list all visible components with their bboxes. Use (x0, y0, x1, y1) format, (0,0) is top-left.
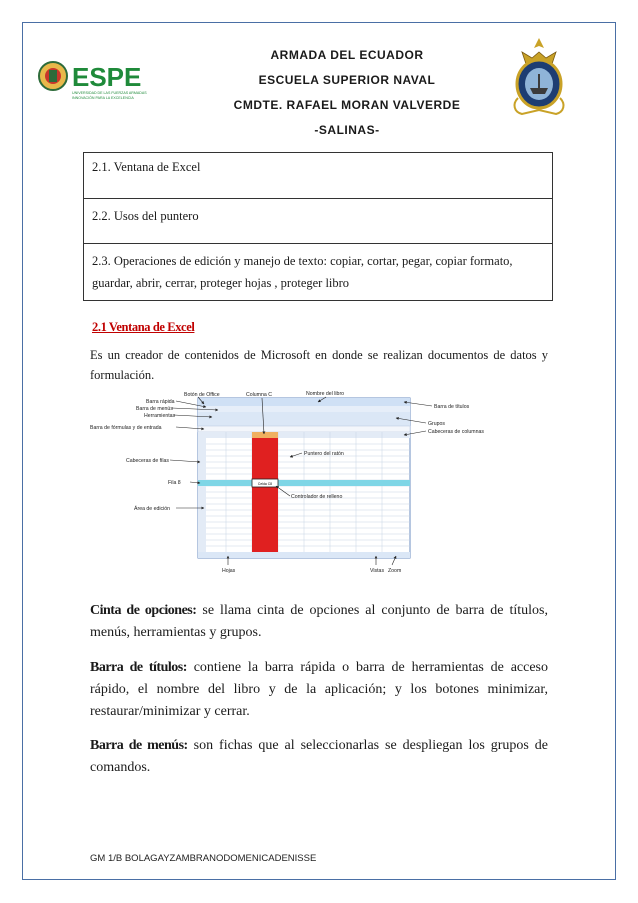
text-ribbon: se llama cinta de opciones al conjunto de barra de títulos, menús, herramientas y grupos. (90, 603, 548, 640)
header-line-4: -SALINAS- (314, 123, 380, 137)
toc-item: 2.1. Ventana de Excel (84, 153, 553, 199)
label-office-button: Botón de Office (184, 392, 220, 398)
paragraph-ribbon (90, 600, 548, 644)
label-zoom: Zoom (388, 568, 402, 574)
label-groups: Grupos (428, 421, 446, 427)
espe-subtitle-1: UNIVERSIDAD DE LAS FUERZAS ARMADAS (72, 91, 147, 95)
cell-label: Celda C8 (257, 482, 273, 486)
label-column-c: Columna C (246, 392, 272, 398)
paragraph-title-bar (90, 657, 548, 723)
label-menu-bar: Barra de menús (136, 406, 173, 412)
text-menu-bar: son fichas que al seleccionarlas se despliegan los grupos de comandos. (90, 738, 548, 775)
footer: GM 1/B BOLAGAYZAMBRANODOMENICADENISSE (90, 853, 317, 864)
paragraph-menu-bar (90, 735, 548, 779)
term-ribbon: Cinta de opciones: (90, 603, 197, 618)
label-book-name: Nombre del libro (306, 391, 345, 397)
term-menu-bar: Barra de menús: (90, 738, 188, 753)
label-title-bar: Barra de títulos (434, 404, 470, 410)
label-column-headers: Cabeceras de columnas (428, 429, 484, 435)
label-row-8: Fila 8 (168, 480, 181, 486)
section-title: 2.1 Ventana de Excel (92, 320, 195, 334)
label-formula-bar: Barra de fórmulas y de entrada (90, 425, 162, 431)
label-edit-area: Área de edición (134, 506, 171, 512)
label-row-headers: Cabeceras de filas (126, 458, 169, 464)
espe-wordmark: ESPE (72, 62, 142, 92)
header-line-1: ARMADA DEL ECUADOR (270, 48, 424, 62)
row-8-highlight (198, 480, 410, 486)
label-sheets: Hojas (222, 568, 236, 574)
espe-subtitle-2: INNOVACIÓN PARA LA EXCELENCIA (72, 96, 134, 100)
label-tools: Herramientas (144, 413, 176, 419)
label-mouse-pointer: Puntero del ratón (304, 451, 344, 457)
toc-item: 2.3. Operaciones de edición y manejo de texto: copiar, cortar, pegar, copiar formato, guardar, abrir, cerrar, proteger hojas , proteger libro (84, 244, 553, 301)
text-title-bar: contiene la barra rápida o barra de herramientas de acceso rápido, el nombre del libro y de la aplicación; y los botones minimizar, restaurar/minimizar y cerrar. (90, 660, 548, 719)
excel-window-figure (86, 386, 556, 576)
label-views: Vistas (370, 568, 385, 574)
table-of-contents (83, 152, 553, 301)
label-fill-handle: Controlador de relleno (291, 494, 343, 500)
toc-item: 2.2. Usos del puntero (84, 199, 553, 244)
header-line-3: CMDTE. RAFAEL MORAN VALVERDE (233, 98, 461, 112)
header-line-2: ESCUELA SUPERIOR NAVAL (258, 73, 436, 87)
term-title-bar: Barra de títulos: (90, 660, 187, 675)
column-c-highlight (252, 438, 278, 552)
intro-paragraph: Es un creador de contenidos de Microsoft en donde se realizan documentos de datos y formulación. (90, 348, 548, 382)
label-quick-bar: Barra rápida (146, 399, 175, 405)
